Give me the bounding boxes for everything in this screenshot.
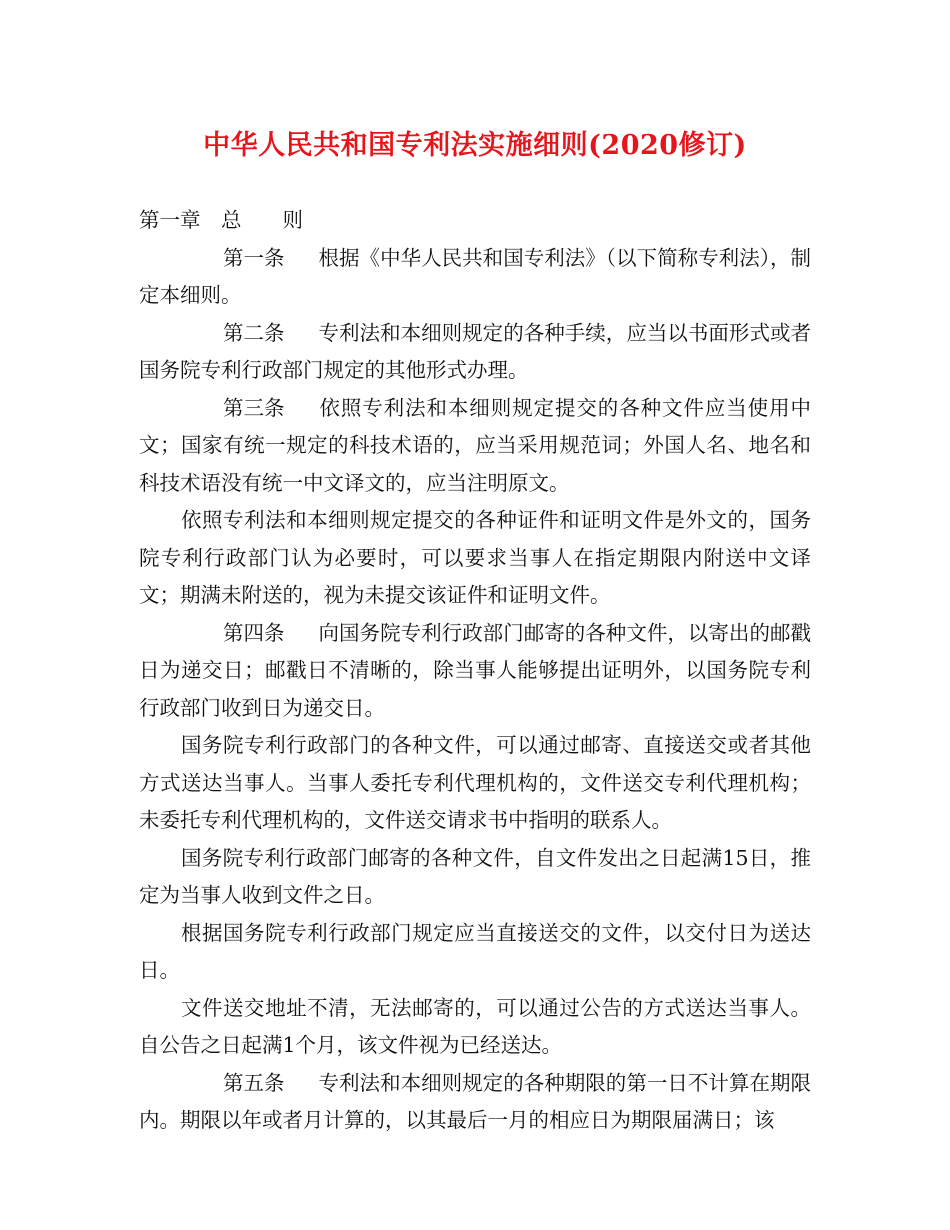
paragraph [139,840,811,915]
paragraph-text: 依照专利法和本细则规定提交的各种证件和证明文件是外文的，国务院专利行政部门认为必要时，可以要求当事人在指定期限内附送中文译文；期满未附送的，视为未提交该证件和证明文件。 [139,508,811,607]
paragraph-text: 国务院专利行政部门的各种文件，可以通过邮寄、直接送交或者其他方式送达当事人。当事人委托专利代理机构的，文件送交专利代理机构；未委托专利代理机构的，文件送交请求书中指明的联系人。 [139,733,811,832]
paragraph [139,727,811,840]
article-paragraph [139,615,811,728]
article-number: 第五条 [223,1070,285,1095]
paragraph-text: 专利法和本细则规定的各种手续，应当以书面形式或者国务院专利行政部门规定的其他形式办理。 [139,320,811,382]
article-number: 第四条 [223,620,285,645]
paragraph-text: 根据国务院专利行政部门规定应当直接送交的文件，以交付日为送达日。 [139,920,811,982]
article-number: 第三条 [223,395,285,420]
paragraph [139,990,811,1065]
paragraph-text: 国务院专利行政部门邮寄的各种文件，自文件发出之日起满15日，推定为当事人收到文件之日。 [139,845,811,907]
article-paragraph [139,315,811,390]
document-title: 中华人民共和国专利法实施细则(2020修订) [203,130,747,161]
article-number: 第一条 [223,245,285,270]
paragraph-text: 专利法和本细则规定的各种期限的第一日不计算在期限内。期限以年或者月计算的，以其最后一月的相应日为期限届满日；该 [139,1070,811,1132]
article-number: 第二条 [223,320,285,345]
article-paragraph [139,390,811,503]
chapter-heading: 第一章 总 则 [139,208,303,232]
paragraph [139,502,811,615]
article-paragraph [139,240,811,315]
paragraph-text: 文件送交地址不清，无法邮寄的，可以通过公告的方式送达当事人。自公告之日起满1个月，该文件视为已经送达。 [139,995,811,1057]
article-paragraph [139,1065,811,1140]
paragraph-text: 向国务院专利行政部门邮寄的各种文件，以寄出的邮戳日为递交日；邮戳日不清晰的，除当事人能够提出证明外，以国务院专利行政部门收到日为递交日。 [139,620,811,720]
document-body [139,202,811,1140]
paragraph-text: 依照专利法和本细则规定提交的各种文件应当使用中文；国家有统一规定的科技术语的，应当采用规范词；外国人名、地名和科技术语没有统一中文译文的，应当注明原文。 [139,395,811,495]
paragraph [139,915,811,990]
paragraph-text: 根据《中华人民共和国专利法》（以下简称专利法），制定本细则。 [139,245,811,307]
